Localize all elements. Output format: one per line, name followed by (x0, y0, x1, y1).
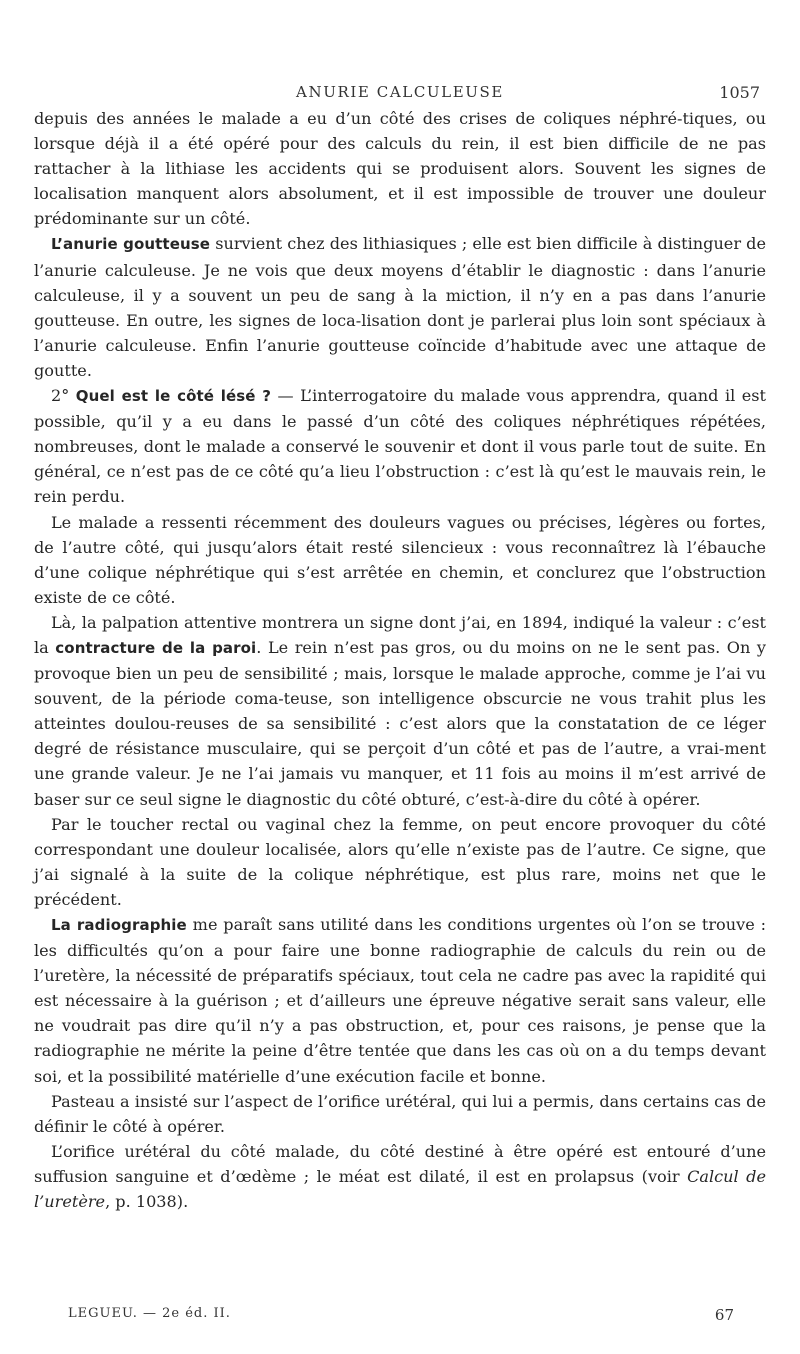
text-run: Par le toucher rectal ou vaginal chez la femme, on peut encore provoquer du côté correspondant une douleur localisée, alors qu’elle n’existe pas de l’autre. Ce signe, que j’ai signalé à la suite de la colique néphrétique, est plus rare, moins net que le précédent. (34, 814, 766, 909)
text-run: Le malade a ressenti récemment des douleurs vagues ou précises, légères ou fortes, de l’autre côté, qui jusqu’alors était resté silencieux : vous reconnaîtrez là l’ébauche d’une colique néphrétique qui s’est arrêtée en chemin, et conclurez que l’obstruction existe de ce côté. (34, 512, 766, 607)
bold-term: La radiographie (51, 916, 187, 934)
text-run: depuis des années le malade a eu d’un côté des crises de coliques néphré-tiques, ou lorsque déjà il a été opéré pour des calculs du rein, il est bien difficile de ne pas rattacher à la lithiase les accidents qui se produisent alors. Souvent les signes de localisation manquent alors absolument, et il est impossible de trouver une douleur prédominante sur un côté. (34, 109, 766, 229)
page-header (0, 83, 800, 103)
signature-mark: LEGUEU. — 2e éd. II. (68, 1306, 231, 1321)
paragraph (34, 106, 766, 231)
paragraph (34, 912, 766, 1089)
body-text (34, 106, 766, 1214)
text-run: L’orifice urétéral du côté malade, du côté destiné à être opéré est entouré d’une suffusion sanguine et d’œdème ; le méat est dilaté, il est en prolapsus (voir (34, 1141, 766, 1186)
text-run: Pasteau a insisté sur l’aspect de l’orifice urétéral, qui lui a permis, dans certains cas de définir le côté à opérer. (34, 1091, 766, 1136)
paragraph (34, 1089, 766, 1139)
paragraph (34, 610, 766, 812)
paragraph (34, 812, 766, 912)
bold-term: Quel est le côté lésé ? (75, 387, 272, 406)
paragraph (34, 1139, 766, 1214)
bold-term: contracture de la paroi (55, 638, 257, 657)
page-footer (34, 1306, 734, 1326)
sheet-number: 67 (714, 1306, 734, 1324)
paragraph (34, 231, 766, 383)
page-number: 1057 (719, 83, 760, 102)
running-title: ANURIE CALCULEUSE (296, 83, 504, 101)
bold-term: L’anurie goutteuse (51, 235, 211, 254)
text-run: — L’interrogatoire du malade vous apprendra, quand il est possible, qu’il y a eu dans le passé d’un côté des coliques néphrétiques répétées, nombreuses, dont le malade a conservé le souvenir et dont il vous parle tout de suite. En général, ce n’est pas de ce côté qu’a lieu l’obstruction : c’est là qu’est le mauvais rein, le rein perdu. (34, 386, 766, 507)
text-run: me paraît sans utilité dans les conditions urgentes où l’on se trouve : les difficultés qu’on a pour faire une bonne radiographie de calculs du rein ou de l’uretère, la nécessité de préparatifs spéciaux, tout cela ne cadre pas avec la rapidité qui est nécessaire à la guérison ; et d’ailleurs une épreuve négative serait sans valeur, elle ne voudrait pas dire qu’il n’y a pas obstruction, et, pour ces raisons, je pense que la radiographie ne mérite la peine d’être tentée que dans les cas où on a du temps devant soi, et la possibilité matérielle d’une exécution facile et bonne. (34, 915, 766, 1086)
italic-reference: Calcul de l’uretère (34, 1166, 766, 1212)
paragraph (34, 383, 766, 509)
text-run: survient chez des lithiasiques ; elle est bien difficile à distinguer de l’anurie calculeuse. Je ne vois que deux moyens d’établir le diagnostic : dans l’anurie calculeuse, il y a souvent un peu de sang à la miction, il n’y en a pas dans l’anurie goutteuse. En outre, les signes de loca-lisation dont je parlerai plus loin sont spéciaux à l’anurie calculeuse. Enfin l’anurie goutteuse coïncide d’habitude avec une attaque de goutte. (34, 234, 766, 380)
text-run: 2° (51, 386, 76, 406)
paragraph (34, 510, 766, 610)
text-run: . Le rein n’est pas gros, ou du moins on ne le sent pas. On y provoque bien un peu de sensibilité ; mais, lorsque le malade approche, comme je l’ai vu souvent, de la période coma-teuse, son intelligence obscurcie ne vous trahit plus les atteintes doulou-reuses de sa sensibilité : c’est alors que la constatation de ce léger degré de résistance musculaire, qui se perçoit d’un côté et pas de l’autre, a vrai-ment une grande valeur. Je ne l’ai jamais vu manquer, et 11 fois au moins il m’est arrivé de baser sur ce seul signe le diagnostic du côté obturé, c’est-à-dire du côté à opérer. (34, 637, 766, 809)
text-run: Là, la palpation attentive montrera un signe dont j’ai, en 1894, indiqué la valeur : c’est la (34, 612, 766, 657)
text-run: , p. 1038). (105, 1192, 189, 1212)
